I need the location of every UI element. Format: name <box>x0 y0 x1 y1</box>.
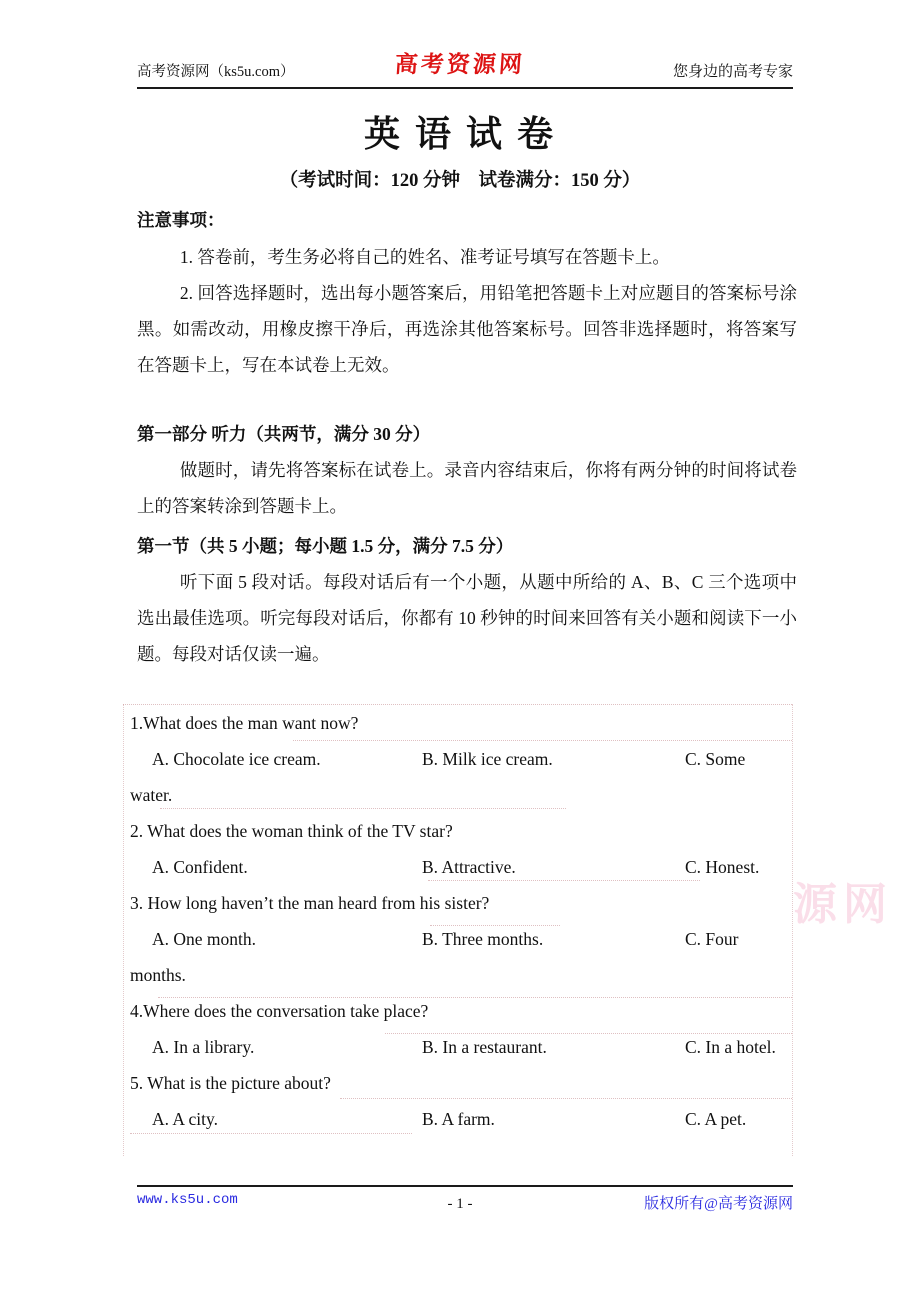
question-1-option-b: B. Milk ice cream. <box>422 749 553 769</box>
section1-intro: 听下面 5 段对话。每段对话后有一个小题，从题中所给的 A、B、C 三个选项中选出最佳选项。听完每段对话后，你都有 10 秒钟的时间来回答有关小题和阅读下一小题。每段对话仅读一遍。 <box>137 572 797 664</box>
question-3-option-c-wrap-text: months. <box>130 965 186 985</box>
question-5 <box>130 1065 795 1101</box>
question-1 <box>130 705 795 741</box>
question-5-options <box>130 1101 795 1137</box>
header-slogan: 您身边的高考专家 <box>672 64 793 80</box>
question-2 <box>130 813 795 849</box>
question-1-option-c-wrap-text: water. <box>130 785 173 805</box>
watermark: 源网 <box>793 880 893 929</box>
question-4-option-a: A. In a library. <box>152 1037 255 1057</box>
question-1-option-a: A. Chocolate ice cream. <box>152 749 321 769</box>
question-4-options <box>130 1029 795 1065</box>
question-3-option-c-wrap <box>130 957 795 993</box>
section1-heading: 第一节（共 5 小题；每小题 1.5 分，满分 7.5 分） <box>137 536 514 556</box>
question-4-text: 4.Where does the conversation take place? <box>130 1001 429 1021</box>
page-title: 英 语 试 卷 <box>363 114 556 154</box>
page-number: - 1 - <box>447 1196 473 1212</box>
notice-item-2: 2. 回答选择题时，选出每小题答案后，用铅笔把答题卡上对应题目的答案标号涂黑。如需改动，用橡皮擦干净后，再选涂其他答案标号。回答非选择题时，将答案写在答题卡上，写在本试卷上无效。 <box>137 283 797 375</box>
question-3-text: 3. How long haven’t the man heard from his sister? <box>130 893 490 913</box>
part1-heading: 第一部分 听力（共两节，满分 30 分） <box>137 424 431 444</box>
part1-intro: 做题时，请先将答案标在试卷上。录音内容结束后，你将有两分钟的时间将试卷上的答案转涂到答题卡上。 <box>137 460 797 516</box>
footer-rule <box>137 1185 793 1187</box>
question-3-option-a: A. One month. <box>152 929 257 949</box>
question-3-options <box>130 921 795 957</box>
question-2-option-a: A. Confident. <box>152 857 248 877</box>
question-2-options <box>130 849 795 885</box>
question-5-option-b: B. A farm. <box>422 1109 495 1129</box>
notice-heading: 注意事项： <box>137 210 225 230</box>
site-logo: 高考资源网 <box>393 52 526 77</box>
question-2-option-b: B. Attractive. <box>422 857 516 877</box>
question-2-option-c: C. Honest. <box>685 857 760 877</box>
footer-site-link[interactable]: www.ks5u.com <box>137 1192 238 1208</box>
exam-subtitle: （考试时间：120 分钟 试卷满分：150 分） <box>279 171 641 191</box>
header-site-name: 高考资源网（ks5u.com） <box>137 64 295 80</box>
question-2-text: 2. What does the woman think of the TV star? <box>130 821 453 841</box>
question-5-option-c: C. A pet. <box>685 1109 747 1129</box>
question-4 <box>130 993 795 1029</box>
question-1-option-c-wrap <box>130 777 795 813</box>
question-3 <box>130 885 795 921</box>
question-1-options <box>130 741 795 777</box>
notice-item-1: 1. 答卷前，考生务必将自己的姓名、准考证号填写在答题卡上。 <box>179 247 670 267</box>
question-3-option-b: B. Three months. <box>422 929 544 949</box>
question-1-text: 1.What does the man want now? <box>130 713 359 733</box>
question-4-option-b: B. In a restaurant. <box>422 1037 547 1057</box>
question-5-text: 5. What is the picture about? <box>130 1073 331 1093</box>
question-5-option-a: A. A city. <box>152 1109 218 1129</box>
question-4-option-c: C. In a hotel. <box>685 1037 776 1057</box>
listening-questions-section <box>130 705 795 1137</box>
question-3-option-c: C. Four <box>685 929 739 949</box>
question-1-option-c: C. Some <box>685 749 746 769</box>
dotted-border-left <box>123 704 124 1156</box>
footer-copyright-link[interactable]: 版权所有@高考资源网 <box>644 1196 793 1212</box>
header-rule <box>137 87 793 89</box>
